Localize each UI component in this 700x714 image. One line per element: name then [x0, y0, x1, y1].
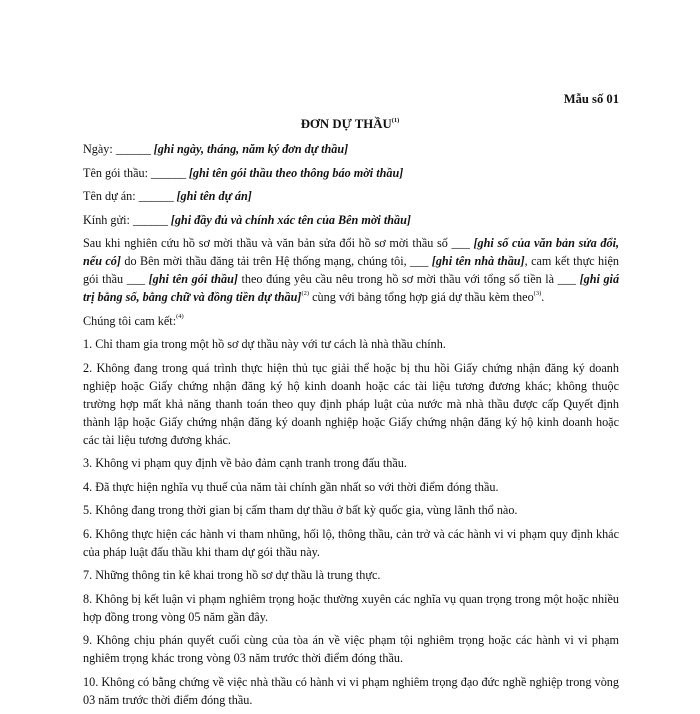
field-hint: [ghi tên gói thầu theo thông báo mời thầu] [188, 165, 404, 180]
field-hint: [ghi tên dự án] [176, 189, 252, 203]
title-footnote-ref: (1) [391, 116, 400, 124]
field-project-name [83, 187, 619, 205]
intro-hint: [ghi số của văn bản sửa đổi, nếu có] [83, 236, 620, 268]
commitment-item: 7. Những thông tin kê khai trong hồ sơ dự thầu là trung thực. [83, 568, 381, 582]
footnote-ref: (2) [301, 289, 310, 297]
commitment-item: 8. Không bị kết luận vi phạm nghiêm trọng hoặc thường xuyên các nghĩa vụ quan trọng trong một hoặc nhiều hợp đồng trong vòng 05 năm gần đây. [83, 591, 619, 624]
intro-text: , cam kết thực hiện gói thầu ___ [83, 254, 620, 286]
field-label: Tên dự án: [83, 189, 136, 203]
field-label: Kính gửi: [83, 212, 130, 227]
field-label: Tên gói thầu: [83, 165, 148, 180]
field-label: Ngày: [83, 142, 113, 156]
document-title-block [0, 115, 700, 133]
field-package-name [83, 164, 619, 182]
commitment-item: 1. Chỉ tham gia trong một hồ sơ dự thầu này với tư cách là nhà thầu chính. [83, 337, 446, 351]
form-number: Mẫu số 01 [563, 92, 619, 106]
commitment-item: 4. Đã thực hiện nghĩa vụ thuế của năm tài chính gần nhất so với thời điểm đóng thầu. [83, 479, 499, 494]
footnote-ref: (3) [533, 289, 542, 297]
commitment-item: 9. Không chịu phán quyết cuối cùng của tòa án về việc phạm tội nghiêm trọng hoặc các hành vi vi phạm nghiêm trọng khác trong vòng 03 năm trước thời điểm đóng thầu. [83, 633, 619, 665]
intro-hint: [ghi tên gói thầu] [148, 272, 238, 286]
field-date [83, 140, 619, 158]
field-hint: [ghi ngày, tháng, năm ký đơn dự thầu] [153, 142, 349, 156]
intro-hint: [ghi tên nhà thầu] [431, 254, 525, 268]
commitment-item: 2. Không đang trong quá trình thực hiện thủ tục giải thể hoặc bị thu hồi Giấy chứng nhận đăng ký doanh nghiệp hoặc Giấy chứng nhận đăng ký hộ kinh doanh hoặc các tài liệu tương đương khác; không thuộc trường hợp mất khả năng thanh toán theo quy định pháp luật của nước mà nhà thầu được cấp Quyết định thành lập hoặc Giấy chứng nhận đăng ký doanh nghiệp hoặc Giấy chứng nhận đăng ký hộ kinh doanh hoặc các tài liệu tương đương khác. [83, 360, 619, 447]
field-blank: ______ [132, 212, 168, 227]
document-body [83, 140, 619, 714]
commitments-heading-text: Chúng tôi cam kết: [83, 313, 177, 328]
intro-text: theo đúng yêu cầu nêu trong hồ sơ mời thầu với tổng số tiền là ___ [241, 272, 576, 286]
commitment-item: 10. Không có bằng chứng về việc nhà thầu có hành vi vi phạm nghiêm trọng đạo đức nghề nghiệp trong vòng 03 năm trước thời điểm đóng thầu. [83, 674, 619, 707]
intro-hint: [ghi giá trị bằng số, bằng chữ và đồng tiền dự thầu] [83, 272, 620, 304]
field-recipient [83, 211, 619, 229]
intro-text: Sau khi nghiên cứu hồ sơ mời thầu và văn bản sửa đổi hồ sơ mời thầu số ___ [83, 236, 470, 250]
intro-text: cùng với bảng tổng hợp giá dự thầu kèm theo [312, 290, 534, 304]
commitment-item: 3. Không vi phạm quy định về bảo đảm cạnh tranh trong đấu thầu. [83, 456, 407, 470]
intro-paragraph [83, 234, 619, 306]
intro-text: . [541, 290, 545, 304]
document-title: ĐƠN DỰ THẦU [300, 117, 392, 131]
footnote-ref: (4) [176, 313, 184, 321]
field-hint: [ghi đầy đủ và chính xác tên của Bên mời thầu] [170, 212, 411, 227]
field-blank: ______ [151, 165, 186, 180]
intro-text: do Bên mời thầu đăng tải trên Hệ thống mạng, chúng tôi, ___ [124, 254, 429, 268]
field-blank: ______ [115, 142, 151, 156]
field-blank: ______ [138, 189, 174, 203]
commitments-heading [83, 312, 619, 330]
commitment-item: 6. Không thực hiện các hành vi tham nhũng, hối lộ, thông thầu, cản trở và các hành vi vi phạm quy định khác của pháp luật đấu thầu khi tham dự gói thầu này. [83, 526, 619, 559]
commitment-item: 5. Không đang trong thời gian bị cấm tham dự thầu ở bất kỳ quốc gia, vùng lãnh thổ nào. [83, 503, 518, 517]
